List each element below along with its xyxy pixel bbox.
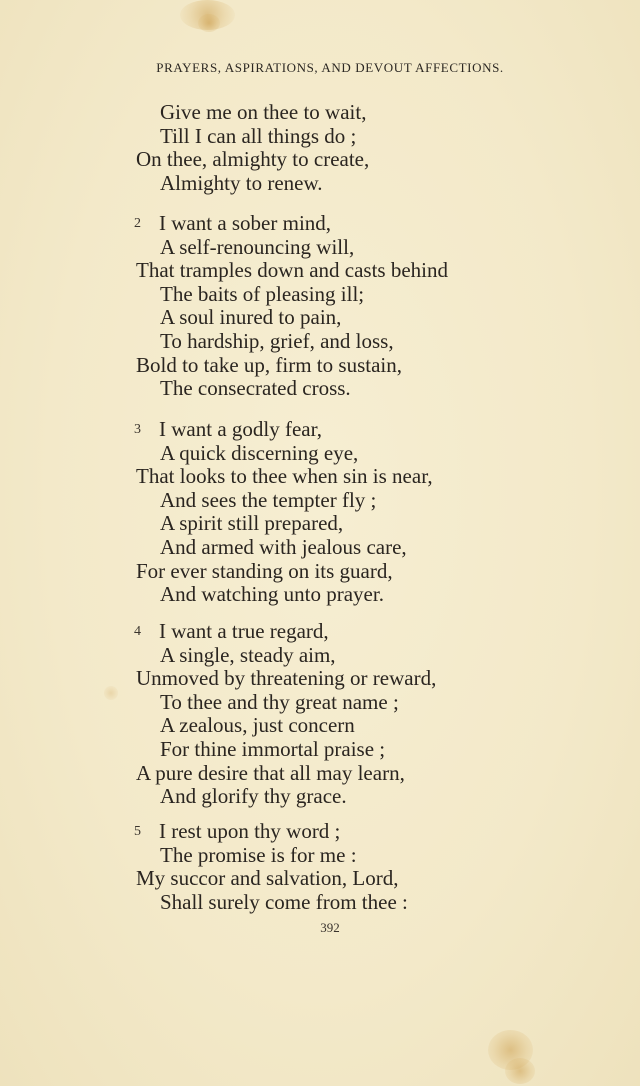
verse-line: A self-renouncing will, [160, 234, 355, 259]
verse-line: Almighty to renew. [160, 170, 323, 195]
foxing-stain [104, 686, 118, 700]
verse-line: The promise is for me : [160, 842, 357, 867]
verse-line: And armed with jealous care, [160, 535, 407, 559]
verse-line: And sees the tempter fly ; [160, 487, 377, 512]
verse-line: That tramples down and casts behind [136, 258, 449, 283]
stanza-number: 5 [134, 824, 141, 839]
verse-line: A soul inured to pain, [160, 305, 342, 330]
verse-line: The baits of pleasing ill; [160, 281, 365, 306]
page-number: 392 [320, 920, 340, 935]
verse-line: I want a sober mind, [159, 211, 332, 235]
verse-line: To thee and thy great name ; [160, 689, 399, 714]
stanza-number: 2 [134, 216, 141, 231]
verse-line: To hardship, grief, and loss, [160, 329, 394, 353]
verse-line: A spirit still prepared, [160, 511, 344, 536]
verse-line: A zealous, just concern [160, 713, 355, 738]
foxing-stain [505, 1058, 535, 1084]
verse-line: I rest upon thy word ; [159, 819, 341, 843]
stanza-number: 3 [134, 422, 141, 437]
verse-line: A quick discerning eye, [160, 440, 359, 465]
verse-line: Give me on thee to wait, [160, 100, 367, 124]
verse-line: I want a godly fear, [159, 417, 323, 441]
verse-line: For thine immortal praise ; [160, 737, 386, 761]
verse-line: Shall surely come from thee : [160, 889, 408, 914]
verse-line: That looks to thee when sin is near, [136, 464, 433, 489]
running-head: PRAYERS, ASPIRATIONS, AND DEVOUT AFFECTIONS. [156, 60, 504, 75]
verse-line: A single, steady aim, [160, 642, 336, 667]
verse-line: A pure desire that all may learn, [136, 760, 405, 785]
foxing-stain [198, 14, 220, 32]
verse-line: The consecrated cross. [160, 376, 351, 401]
verse-line: My succor and salvation, Lord, [136, 866, 399, 891]
verse-line: Unmoved by threatening or reward, [136, 666, 437, 691]
verse-line: And watching unto prayer. [160, 582, 384, 607]
stanza-number: 4 [134, 624, 141, 639]
verse-line: For ever standing on its guard, [136, 558, 393, 583]
verse-line: On thee, almighty to create, [136, 147, 370, 172]
verse-line: Till I can all things do ; [160, 123, 357, 148]
verse-line: I want a true regard, [159, 619, 329, 643]
verse-line: Bold to take up, firm to sustain, [136, 352, 402, 377]
verse-line: And glorify thy grace. [160, 784, 347, 809]
